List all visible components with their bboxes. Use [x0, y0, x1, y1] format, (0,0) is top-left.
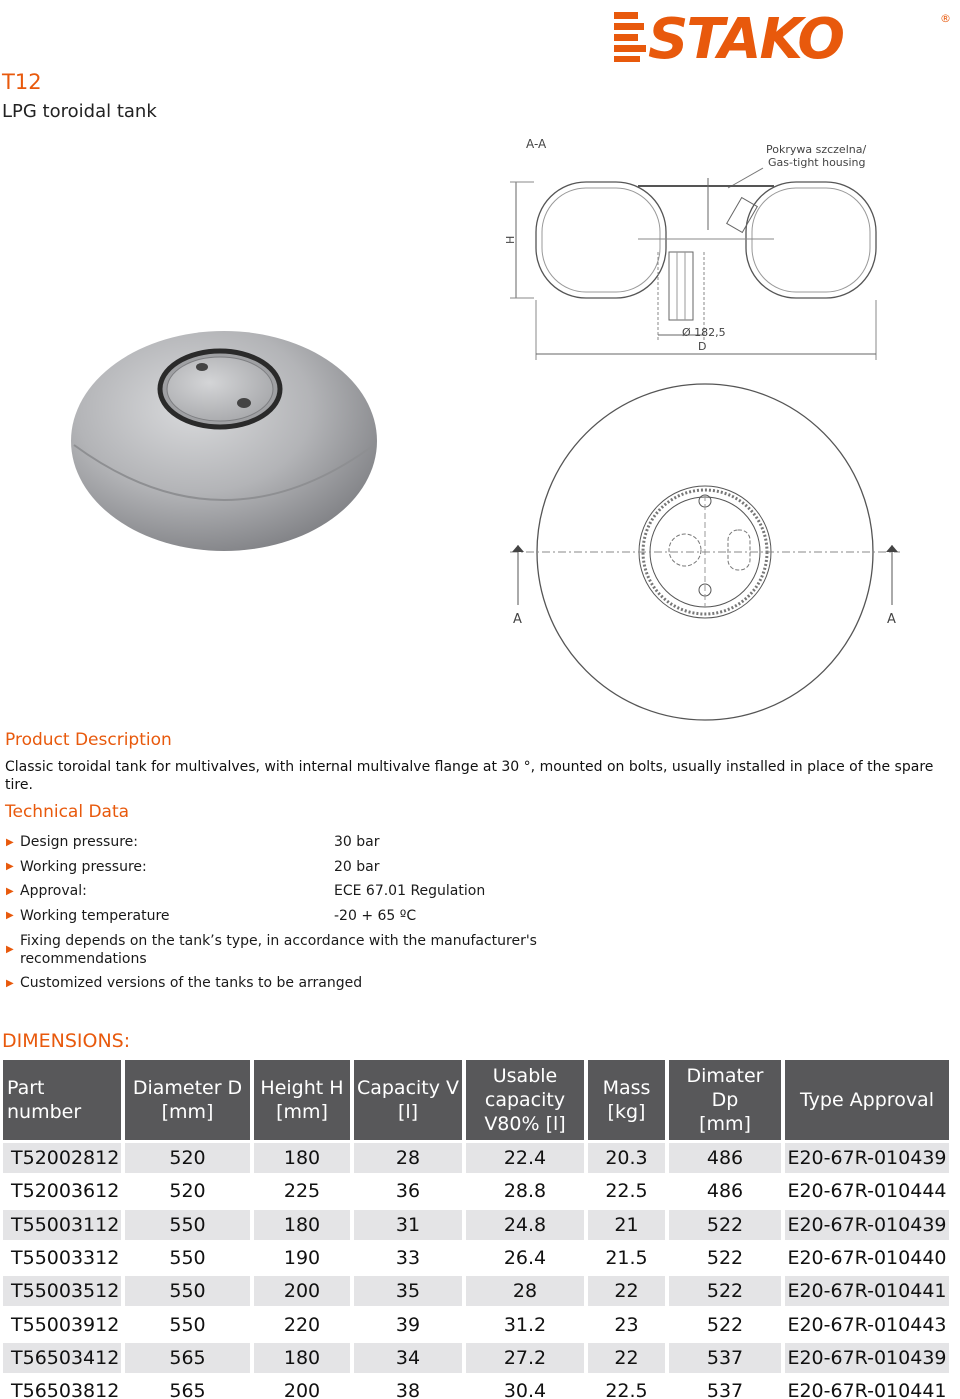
diameter-label: D: [698, 340, 707, 353]
table-cell: 34: [354, 1343, 462, 1373]
table-row: [3, 1143, 949, 1173]
table-cell: 39: [395, 1313, 421, 1336]
table-cell: 33: [395, 1247, 421, 1270]
bullet-arrow-icon: ▶: [6, 836, 14, 848]
column-header: Type Approval: [785, 1060, 949, 1140]
top-view-drawing: [500, 375, 920, 725]
table-cell: 28.8: [503, 1180, 547, 1203]
table-cell: T55003112: [3, 1210, 121, 1240]
brand-name: STAKO: [648, 8, 843, 64]
table-cell: E20-67R-010443: [787, 1313, 947, 1336]
technical-data-heading: Technical Data: [5, 802, 130, 822]
table-cell: 23: [614, 1313, 639, 1336]
table-row: [3, 1243, 949, 1273]
product-description-text: Classic toroidal tank for multivalves, with internal multivalve flange at 30 °, mounted on bolts, usually installed in place of the spare tire.: [5, 759, 934, 793]
table-cell: T52002812: [3, 1143, 121, 1173]
spec-label: Working temperature: [20, 907, 170, 924]
product-description-heading: Product Description: [5, 730, 172, 750]
table-cell: T52003612: [11, 1180, 120, 1203]
table-cell: 486: [706, 1180, 744, 1203]
registered-mark: ®: [940, 12, 951, 25]
column-header: Usable capacity V80% [l]: [466, 1060, 584, 1140]
table-cell: 522: [669, 1276, 781, 1306]
table-cell: 550: [169, 1247, 206, 1270]
spec-item: [6, 830, 566, 855]
table-cell: T56503812: [11, 1380, 120, 1399]
table-cell: 220: [283, 1313, 321, 1336]
table-cell: 200: [283, 1380, 321, 1399]
product-code: T12: [2, 70, 42, 94]
table-cell: E20-67R-010439: [785, 1143, 949, 1173]
table-row: [3, 1276, 949, 1306]
table-cell: E20-67R-010441: [785, 1276, 949, 1306]
table-cell: E20-67R-010441: [787, 1380, 947, 1399]
spec-label: Fixing depends on the tank’s type, in accordance with the manufacturer's recommendations: [20, 932, 537, 967]
spec-item: [6, 855, 566, 880]
height-label: H: [504, 235, 517, 244]
table-cell: T55003912: [11, 1313, 120, 1336]
table-cell: 180: [254, 1343, 350, 1373]
bullet-arrow-icon: ▶: [6, 944, 14, 955]
table-cell: 522: [706, 1313, 744, 1336]
table-cell: 550: [169, 1313, 206, 1336]
spec-label: Customized versions of the tanks to be arranged: [20, 975, 363, 992]
table-cell: 22.5: [605, 1180, 648, 1203]
spec-value: 30 bar: [334, 834, 380, 851]
stako-logo: [612, 8, 952, 64]
column-header: Height H [mm]: [254, 1060, 350, 1140]
table-cell: 520: [125, 1143, 250, 1173]
table-cell: E20-67R-010439: [785, 1343, 949, 1373]
table-cell: 22.5: [605, 1380, 648, 1399]
dimensions-heading: DIMENSIONS:: [2, 1030, 131, 1052]
bullet-arrow-icon: ▶: [6, 910, 14, 922]
column-header: Mass [kg]: [588, 1060, 665, 1140]
table-cell: 180: [254, 1143, 350, 1173]
table-cell: 520: [169, 1180, 206, 1203]
table-cell: 30.4: [503, 1380, 547, 1399]
spec-item: [6, 879, 566, 904]
table-cell: 22.4: [466, 1143, 584, 1173]
column-header: Part number: [3, 1060, 121, 1140]
table-cell: E20-67R-010444: [787, 1180, 947, 1203]
table-cell: 21: [588, 1210, 665, 1240]
table-cell: T56503412: [3, 1343, 121, 1373]
table-cell: 537: [706, 1380, 744, 1399]
section-label: A-A: [526, 137, 547, 151]
table-cell: 38: [395, 1380, 421, 1399]
table-row: [3, 1210, 949, 1240]
spec-label: Design pressure:: [20, 834, 138, 851]
table-cell: 22: [588, 1276, 665, 1306]
table-cell: 31.2: [503, 1313, 547, 1336]
table-cell: 225: [283, 1180, 321, 1203]
column-header: Diameter D [mm]: [125, 1060, 250, 1140]
bullet-arrow-icon: ▶: [6, 977, 14, 989]
inner-diameter-label: Ø 182,5: [682, 326, 726, 339]
table-cell: 26.4: [503, 1247, 547, 1270]
spec-value: -20 + 65 ºC: [334, 907, 417, 924]
table-cell: 550: [125, 1276, 250, 1306]
table-header-row: [3, 1060, 949, 1140]
bullet-arrow-icon: ▶: [6, 885, 14, 897]
housing-note-line1: Pokrywa szczelna/: [766, 143, 867, 156]
column-header: Dimater Dp [mm]: [669, 1060, 781, 1140]
tank-photo: [68, 325, 380, 557]
table-cell: 20.3: [588, 1143, 665, 1173]
table-cell: T55003512: [3, 1276, 121, 1306]
spec-item: [6, 971, 566, 996]
spec-value: 20 bar: [334, 858, 380, 875]
table-row: [3, 1343, 949, 1373]
table-cell: 522: [669, 1210, 781, 1240]
cut-marker-right: A: [887, 612, 896, 627]
table-cell: 200: [254, 1276, 350, 1306]
table-row: [3, 1309, 949, 1339]
table-cell: 31: [354, 1210, 462, 1240]
table-cell: 486: [669, 1143, 781, 1173]
spec-item: [6, 904, 566, 929]
section-drawing: [498, 130, 918, 365]
table-cell: 35: [354, 1276, 462, 1306]
table-cell: 180: [254, 1210, 350, 1240]
table-row: [3, 1176, 949, 1206]
table-cell: E20-67R-010440: [787, 1247, 947, 1270]
table-cell: T55003312: [11, 1247, 120, 1270]
spec-item: [6, 928, 566, 971]
table-cell: 27.2: [466, 1343, 584, 1373]
table-cell: 28: [466, 1276, 584, 1306]
housing-note-line2: Gas-tight housing: [768, 156, 866, 169]
table-cell: 36: [395, 1180, 421, 1203]
table-cell: 565: [125, 1343, 250, 1373]
table-cell: 550: [125, 1210, 250, 1240]
table-cell: 22: [588, 1343, 665, 1373]
technical-data-list: [6, 830, 566, 996]
table-row: [3, 1376, 949, 1399]
column-header: Capacity V [l]: [354, 1060, 462, 1140]
table-cell: 190: [283, 1247, 321, 1270]
table-cell: E20-67R-010439: [785, 1210, 949, 1240]
spec-label: Approval:: [20, 883, 87, 900]
table-cell: 522: [706, 1247, 744, 1270]
table-cell: 24.8: [466, 1210, 584, 1240]
table-cell: 565: [169, 1380, 206, 1399]
table-cell: 28: [354, 1143, 462, 1173]
table-cell: 537: [669, 1343, 781, 1373]
cut-marker-left: A: [513, 612, 522, 627]
product-name: LPG toroidal tank: [2, 101, 157, 122]
spec-value: ECE 67.01 Regulation: [334, 883, 486, 900]
spec-label: Working pressure:: [20, 858, 147, 875]
bullet-arrow-icon: ▶: [6, 861, 14, 873]
table-cell: 21.5: [605, 1247, 648, 1270]
dimensions-table: [0, 1057, 953, 1399]
